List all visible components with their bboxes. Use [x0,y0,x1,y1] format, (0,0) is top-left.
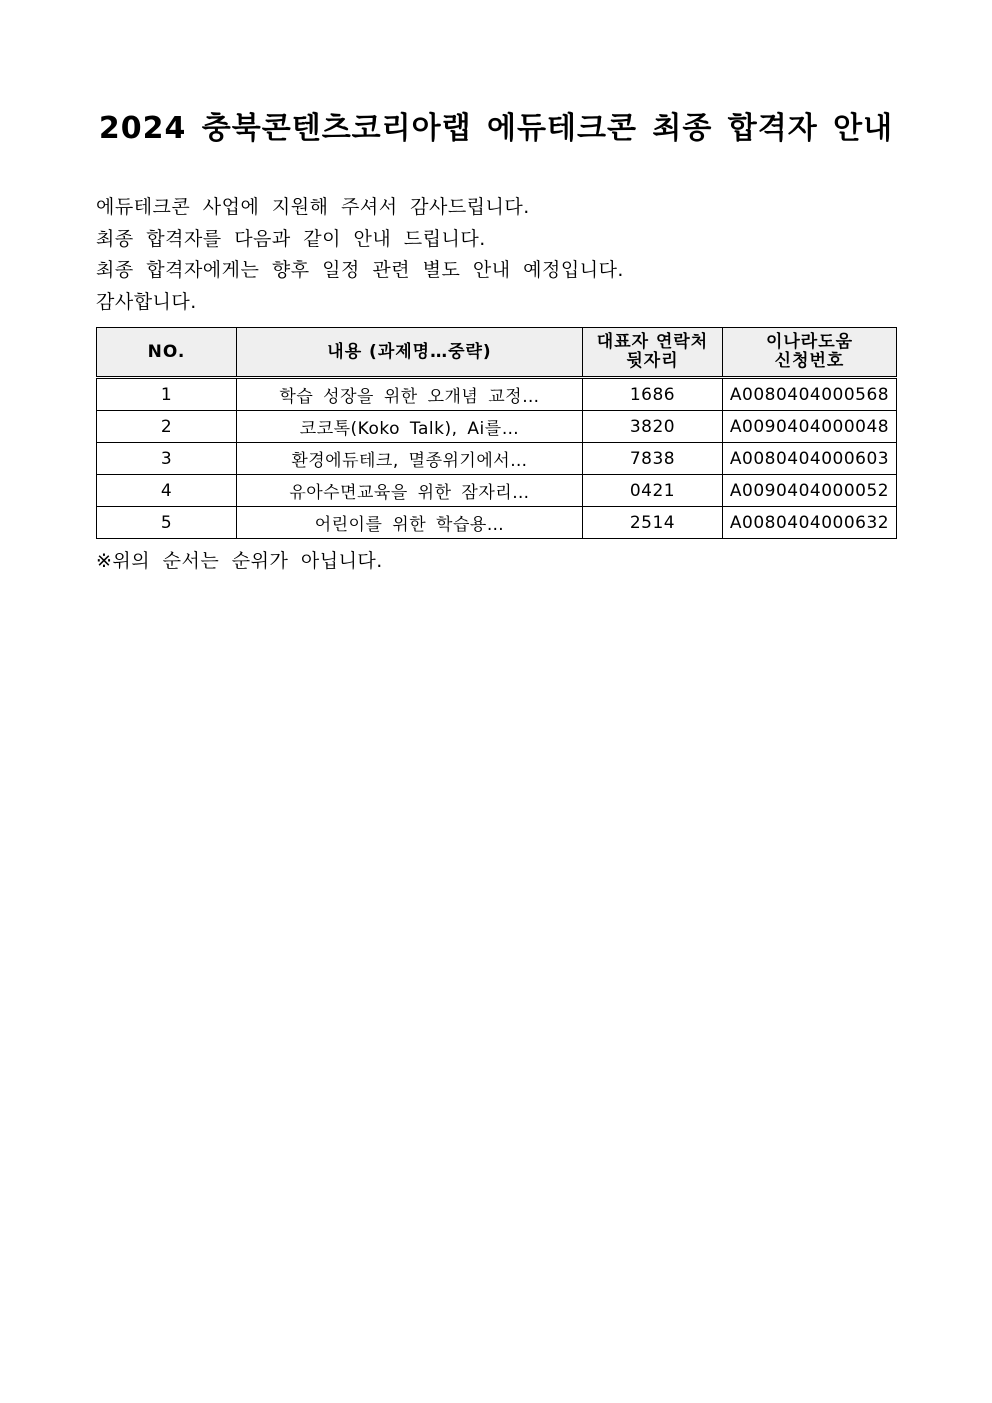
intro-line-1: 에듀테크콘 사업에 지원해 주셔서 감사드립니다. [96,196,530,218]
cell-content: 학습 성장을 위한 오개념 교정… [237,378,583,411]
header-content: 내용 (과제명…중략) [237,328,583,378]
table-row [97,378,897,411]
cell-no: 1 [97,378,237,411]
header-app-line-2: 신청번호 [774,351,845,371]
header-app-line-1: 이나라도움 [765,332,854,352]
table-body [97,378,897,539]
cell-phone: 2514 [583,507,723,539]
header-application-number [723,328,897,378]
table-row [97,411,897,443]
header-no: NO. [97,328,237,378]
cell-application-number: A0080404000603 [723,443,897,475]
cell-content: 유아수면교육을 위한 잠자리… [237,475,583,507]
cell-phone: 0421 [583,475,723,507]
page-title: 2024 충북콘텐츠코리아랩 에듀테크콘 최종 합격자 안내 [98,111,894,146]
intro-line-3: 최종 합격자에게는 향후 일정 관련 별도 안내 예정입니다. [96,259,624,281]
cell-application-number: A0090404000048 [723,411,897,443]
cell-phone: 3820 [583,411,723,443]
intro-line-2: 최종 합격자를 다음과 같이 안내 드립니다. [96,228,486,250]
cell-no: 2 [97,411,237,443]
cell-content: 환경에듀테크, 멸종위기에서… [237,443,583,475]
cell-application-number: A0090404000052 [723,475,897,507]
cell-no: 4 [97,475,237,507]
cell-content: 코코톡(Koko Talk), Ai를… [237,411,583,443]
results-table [96,327,897,539]
header-phone-line-1: 대표자 연락처 [596,332,709,352]
cell-no: 3 [97,443,237,475]
header-phone-line-2: 뒷자리 [626,351,679,371]
header-phone [583,328,723,378]
cell-phone: 1686 [583,378,723,411]
cell-content: 어린이를 위한 학습용… [237,507,583,539]
table-header-row [97,328,897,378]
table-row [97,443,897,475]
table-row [97,475,897,507]
intro-line-4: 감사합니다. [96,291,197,313]
ranking-note: ※위의 순서는 순위가 아닙니다. [96,550,383,572]
table-row [97,507,897,539]
cell-application-number: A0080404000632 [723,507,897,539]
cell-no: 5 [97,507,237,539]
table-header [97,328,897,378]
cell-application-number: A0080404000568 [723,378,897,411]
cell-phone: 7838 [583,443,723,475]
